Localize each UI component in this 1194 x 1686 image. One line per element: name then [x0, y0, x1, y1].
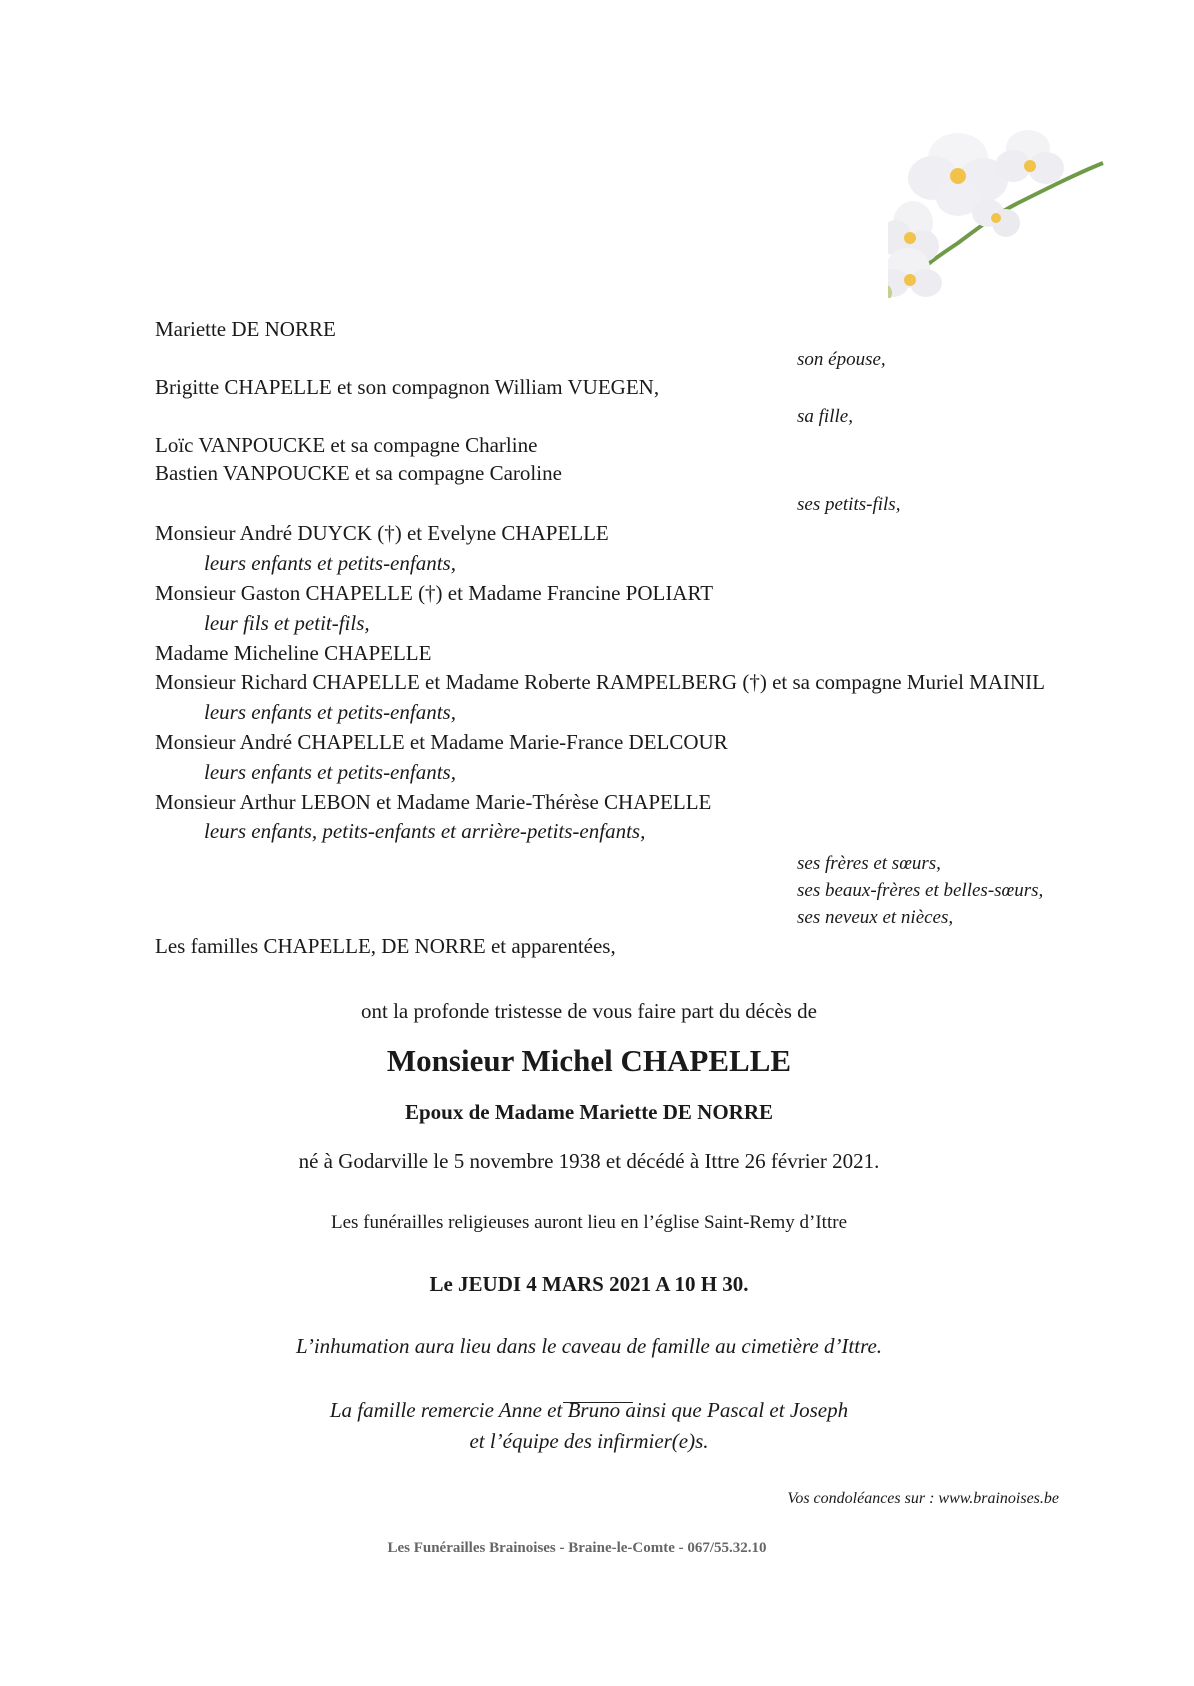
family-subline-duyck: leurs enfants et petits-enfants, — [204, 551, 456, 575]
thanks-line-2: et l’équipe des infirmier(e)s. — [469, 1429, 709, 1453]
condolences-link[interactable]: Vos condoléances sur : www.brainoises.be — [787, 1490, 1059, 1507]
family-subline-arthur: leurs enfants, petits-enfants et arrière-petits-enfants, — [204, 819, 646, 843]
family-line-arthur: Monsieur Arthur LEBON et Madame Marie-Thérèse CHAPELLE — [155, 790, 712, 814]
family-line-bastien: Bastien VANPOUCKE et sa compagne Caroline — [155, 461, 562, 485]
family-line-micheline: Madame Micheline CHAPELLE — [155, 641, 432, 665]
relation-label-epouse: son épouse, — [797, 349, 886, 370]
spouse-line: Epoux de Madame Mariette DE NORRE — [404, 1100, 774, 1124]
family-line-gaston: Monsieur Gaston CHAPELLE (†) et Madame Francine POLIART — [155, 581, 714, 605]
family-line-richard: Monsieur Richard CHAPELLE et Madame Roberte RAMPELBERG (†) et sa compagne Muriel MAINIL — [155, 670, 1045, 694]
relation-label-petits-fils: ses petits-fils, — [797, 494, 901, 515]
orchid-bloom — [995, 130, 1064, 184]
family-subline-andre: leurs enfants et petits-enfants, — [204, 760, 456, 784]
deceased-name: Monsieur Michel CHAPELLE — [386, 1043, 792, 1078]
thanks-line-1: La famille remercie Anne et Bruno ainsi que Pascal et Joseph — [329, 1398, 849, 1422]
family-line-familles: Les familles CHAPELLE, DE NORRE et apparentées, — [155, 934, 616, 958]
funeral-home-footer: Les Funérailles Brainoises - Braine-le-Comte - 067/55.32.10 — [387, 1540, 767, 1556]
family-subline-richard: leurs enfants et petits-enfants, — [204, 700, 456, 724]
relation-label-beaux: ses beaux-frères et belles-sœurs, — [797, 880, 1044, 901]
family-line-duyck: Monsieur André DUYCK (†) et Evelyne CHAPELLE — [155, 521, 609, 545]
family-line-mariette: Mariette DE NORRE — [155, 317, 336, 341]
burial-info: L’inhumation aura lieu dans le caveau de famille au cimetière d’Ittre. — [295, 1334, 883, 1358]
announcement-intro: ont la profonde tristesse de vous faire part du décès de — [360, 999, 817, 1023]
relation-label-fille: sa fille, — [797, 406, 853, 427]
relation-label-neveux: ses neveux et nièces, — [797, 907, 954, 928]
funeral-place: Les funérailles religieuses auront lieu en l’église Saint-Remy d’Ittre — [331, 1212, 847, 1233]
funeral-datetime: Le JEUDI 4 MARS 2021 A 10 H 30. — [429, 1272, 749, 1296]
family-line-andre: Monsieur André CHAPELLE et Madame Marie-France DELCOUR — [155, 730, 728, 754]
relation-label-freres: ses frères et sœurs, — [797, 853, 941, 874]
family-subline-gaston: leur fils et petit-fils, — [204, 611, 370, 635]
family-line-loic: Loïc VANPOUCKE et sa compagne Charline — [155, 433, 538, 457]
orchid-flower-image — [888, 118, 1108, 298]
family-line-brigitte: Brigitte CHAPELLE et son compagnon William VUEGEN, — [155, 375, 660, 399]
birth-death-dates: né à Godarville le 5 novembre 1938 et décédé à Ittre 26 février 2021. — [298, 1149, 880, 1173]
